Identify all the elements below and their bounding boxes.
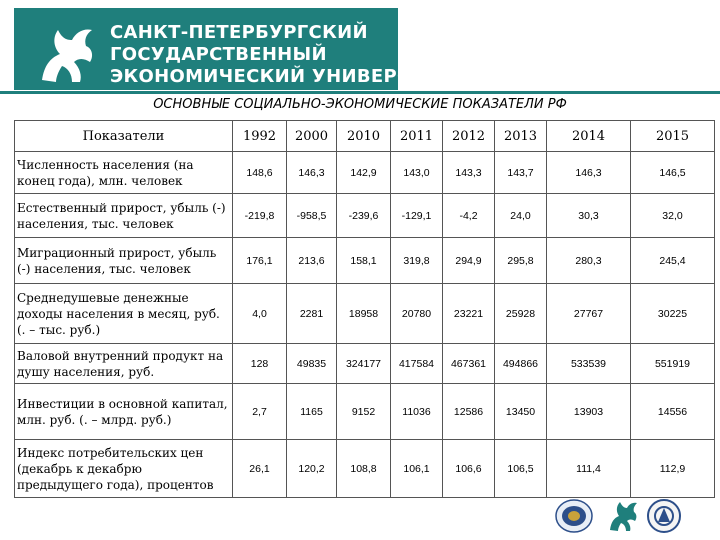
column-header: 1992 bbox=[233, 121, 287, 152]
table-cell: 23221 bbox=[443, 284, 495, 344]
table-cell: 30225 bbox=[631, 284, 715, 344]
table-cell: 106,1 bbox=[391, 440, 443, 498]
table-cell: 128 bbox=[233, 344, 287, 384]
table-cell: 25928 bbox=[495, 284, 547, 344]
table-cell: 319,8 bbox=[391, 238, 443, 284]
column-header: 2014 bbox=[547, 121, 631, 152]
table-cell: 4,0 bbox=[233, 284, 287, 344]
partner-emblems bbox=[554, 496, 684, 536]
table-cell: 148,6 bbox=[233, 152, 287, 194]
table-row bbox=[15, 384, 715, 440]
university-name-line3: ЭКОНОМИЧЕСКИЙ УНИВЕРСИТЕТ bbox=[110, 66, 464, 87]
column-header: 2012 bbox=[443, 121, 495, 152]
table-cell: 30,3 bbox=[547, 194, 631, 238]
table-cell: -219,8 bbox=[233, 194, 287, 238]
table-cell: 143,7 bbox=[495, 152, 547, 194]
row-label: Миграционный прирост, убыль (-) населения, тыс. человек bbox=[15, 238, 233, 284]
table-cell: 245,4 bbox=[631, 238, 715, 284]
column-header: 2000 bbox=[287, 121, 337, 152]
row-label: Инвестиции в основной капитал, млн. руб. (. – млрд. руб.) bbox=[15, 384, 233, 440]
table-cell: -958,5 bbox=[287, 194, 337, 238]
university-banner bbox=[14, 8, 464, 90]
table-cell: 2,7 bbox=[233, 384, 287, 440]
table-cell: 2281 bbox=[287, 284, 337, 344]
table-row bbox=[15, 344, 715, 384]
table-row bbox=[15, 238, 715, 284]
table-cell: 9152 bbox=[337, 384, 391, 440]
table-cell: 18958 bbox=[337, 284, 391, 344]
table-cell: 12586 bbox=[443, 384, 495, 440]
table-cell: 143,0 bbox=[391, 152, 443, 194]
table-cell: 120,2 bbox=[287, 440, 337, 498]
table-cell: 533539 bbox=[547, 344, 631, 384]
row-label: Численность населения (на конец года), млн. человек bbox=[15, 152, 233, 194]
table-cell: 146,5 bbox=[631, 152, 715, 194]
table-cell: 295,8 bbox=[495, 238, 547, 284]
column-header: 2011 bbox=[391, 121, 443, 152]
table-cell: 467361 bbox=[443, 344, 495, 384]
header-band bbox=[0, 0, 720, 92]
university-name bbox=[110, 22, 464, 88]
table-cell: 494866 bbox=[495, 344, 547, 384]
column-header: Показатели bbox=[15, 121, 233, 152]
table-cell: 142,9 bbox=[337, 152, 391, 194]
page-title: ОСНОВНЫЕ СОЦИАЛЬНО-ЭКОНОМИЧЕСКИЕ ПОКАЗАТЕЛИ РФ bbox=[153, 97, 567, 112]
table-cell: 324177 bbox=[337, 344, 391, 384]
row-label: Среднедушевые денежные доходы населения в месяц, руб. (. – тыс. руб.) bbox=[15, 284, 233, 344]
column-header: 2010 bbox=[337, 121, 391, 152]
table-cell: 112,9 bbox=[631, 440, 715, 498]
table-cell: 32,0 bbox=[631, 194, 715, 238]
table-cell: 106,5 bbox=[495, 440, 547, 498]
table-cell: 1165 bbox=[287, 384, 337, 440]
table-cell: 111,4 bbox=[547, 440, 631, 498]
griffin-emblem-icon bbox=[610, 502, 637, 531]
round-badge-icon bbox=[648, 500, 680, 532]
table-cell: 20780 bbox=[391, 284, 443, 344]
indicators-table bbox=[14, 120, 715, 498]
row-label: Естественный прирост, убыль (-) населения, тыс. человек bbox=[15, 194, 233, 238]
table-cell: 213,6 bbox=[287, 238, 337, 284]
table-cell: 26,1 bbox=[233, 440, 287, 498]
table-row bbox=[15, 152, 715, 194]
table-row bbox=[15, 284, 715, 344]
table-cell: 143,3 bbox=[443, 152, 495, 194]
table-row bbox=[15, 440, 715, 498]
university-name-line2: ГОСУДАРСТВЕННЫЙ bbox=[110, 44, 327, 65]
table-cell: 49835 bbox=[287, 344, 337, 384]
table-cell: -239,6 bbox=[337, 194, 391, 238]
table-cell: 294,9 bbox=[443, 238, 495, 284]
table-cell: 27767 bbox=[547, 284, 631, 344]
university-name-line1: САНКТ-ПЕТЕРБУРГСКИЙ bbox=[110, 22, 368, 43]
griffin-logo-icon bbox=[32, 18, 102, 88]
table-cell: 13450 bbox=[495, 384, 547, 440]
table-cell: 158,1 bbox=[337, 238, 391, 284]
table-row bbox=[15, 194, 715, 238]
table-cell: 551919 bbox=[631, 344, 715, 384]
table-header-row bbox=[15, 121, 715, 152]
table-cell: -4,2 bbox=[443, 194, 495, 238]
table-cell: 417584 bbox=[391, 344, 443, 384]
table-cell: 176,1 bbox=[233, 238, 287, 284]
table-cell: 146,3 bbox=[287, 152, 337, 194]
table-cell: 14556 bbox=[631, 384, 715, 440]
row-label: Индекс потребительских цен (декабрь к декабрю предыдущего года), процентов bbox=[15, 440, 233, 498]
table-cell: 106,6 bbox=[443, 440, 495, 498]
circular-seal-icon bbox=[556, 500, 592, 532]
header-divider bbox=[0, 91, 720, 94]
row-label: Валовой внутренний продукт на душу населения, руб. bbox=[15, 344, 233, 384]
column-header: 2013 bbox=[495, 121, 547, 152]
table-cell: 11036 bbox=[391, 384, 443, 440]
table-cell: 280,3 bbox=[547, 238, 631, 284]
table-cell: 146,3 bbox=[547, 152, 631, 194]
table-cell: 24,0 bbox=[495, 194, 547, 238]
table-cell: 108,8 bbox=[337, 440, 391, 498]
column-header: 2015 bbox=[631, 121, 715, 152]
table-cell: 13903 bbox=[547, 384, 631, 440]
table-cell: -129,1 bbox=[391, 194, 443, 238]
